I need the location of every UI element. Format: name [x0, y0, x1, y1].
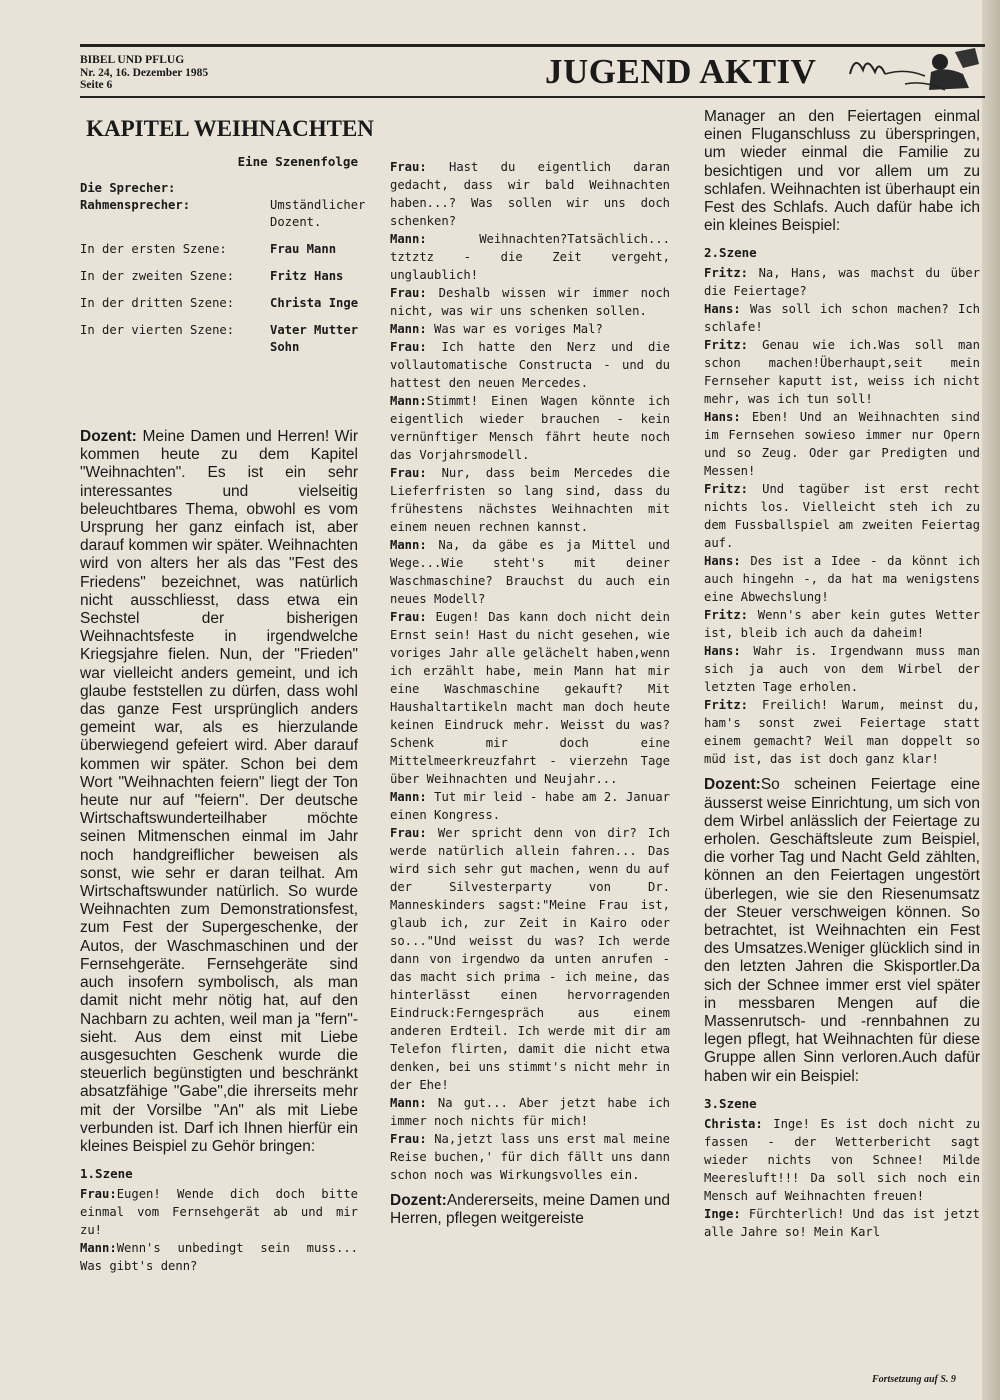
- speaker-label: Hans:: [704, 554, 741, 569]
- cast-value: Frau Mann: [270, 242, 337, 256]
- cast-label: In der ersten Szene:: [80, 242, 227, 256]
- dialog-text: Freilich! Warum, meinst du, ham's sonst zwei Feiertage statt einem gemacht? Weil man doppelt so müd ist, das ist doch ganz klar!: [704, 698, 980, 767]
- intro-paragraph: Manager an den Feiertagen einmal einen Fluganschluss zu überspringen, um wieder einmal die Familie zu besichtigen und vor allem um zu schlafen. Weihnachten ist überhaupt ein Fest des Schlafs. Auch dafür habe ich ein kleines Beispiel:: [704, 108, 980, 235]
- dialog-line: [704, 300, 980, 336]
- dialog-text: Inge! Es ist doch nicht zu fassen - der Wetterbericht sagt wieder nichts von Schnee! Milde Meeresluft!!! Da soll sich noch ein Mensch auf Weihnachten freuen!: [704, 1116, 980, 1203]
- section-illustration-icon: [845, 44, 985, 96]
- dialog-text: Wahr is. Irgendwann muss man sich ja auch von dem Wirbel der letzten Tage erholen.: [704, 644, 980, 695]
- dialog-text: Eben! Und an Weihnachten sind im Fernsehen sowieso immer nur Opern und so Zeug. Oder gar Predigten und Messen!: [704, 410, 980, 479]
- dialog-line: [390, 392, 670, 464]
- speaker-label: Fritz:: [704, 266, 749, 281]
- speaker-label: Frau:: [390, 160, 427, 174]
- dialog-line: [704, 480, 980, 552]
- dialog-text: Wer spricht denn von dir? Ich werde natürlich allein fahren... Das wird sich sehr gut machen, wenn du auf der Silvesterparty von Dr. Manneskinders sagst:"Meine Frau ist, glaub ich, zur Zeit in Kairo oder so..."Und weisst du was? Ich werde dann von irgendwo da unten anrufen - das macht sich prima - ich meine, das hinterlässt einen hervorragenden Eindruck:Ferngespräch aus einem anderen Erdteil. Ich werde mit dir am Telefon flirten, damit die nicht etwa denken, bei uns stimmt's nicht mehr in der Ehe!: [390, 826, 670, 1092]
- dialog-text: Und tagüber ist erst recht nichts los. Vielleicht steh ich zu dem Fussballspiel am zweiten Feiertag auf.: [704, 482, 980, 551]
- speaker-label: Fritz:: [704, 608, 749, 623]
- paragraph-text: Meine Damen und Herren! Wir kommen heute zu dem Kapitel "Weihnachten". Es ist ein sehr interessantes und vielseitig beleuchtbares Thema, obwohl es vom Ursprung her ganz einfach ist, aber darauf kommen wir später. Weihnachten wird von alters her als das "Fest des Friedens" bezeichnet, was natürlich nicht ausschliesst, dass etwa ein Sechstel der bisherigen Weihnachtsfeste in irgendwelche Kriegsjahre fielen. Nun, der "Frieden" war vielleicht anders gemeint, und ich glaube feststellen zu dürfen, dass wohl das ganze Fest ursprünglich anders gemeint war, als es hierzulande überwiegend gefeiert wird. Aber darauf kommen wir später. Schon bei dem Wort "Weihnachten feiern" liegt der Ton heute nur auf "feiern". Der deutsche Wirtschaftswunderteilhaber möchte seinen Mitmenschen einmal im Jahr noch handgreiflicher beweisen als sonst, wie sehr er daran teilhat. Am Wirtschaftswunder natürlich. So wurde Weihnachten zum Demonstrationsfest, zum Fest der Supergeschenke, der Autos, der Waschmaschinen und der Fernsehgeräte. Fernsehgeräte sind auch insofern symbolisch, als man damit nicht mehr nötig hat, auf den Nachbarn zu achten, weil man ja "fern"-sieht. Aus dem einst mit Liebe ausgesuchten Geschenk wurde die steuerlich begünstigten und beschränkt absatzfähige "Gabe",die ihrerseits mehr mit der Vorsilbe "An" als mit Liebe verbunden ist. Darf ich Ihnen hierfür ein kleines Beispiel zu Gehör bringen:: [80, 428, 358, 1155]
- cast-label: In der dritten Szene:: [80, 296, 235, 310]
- cast-label: Rahmensprecher:: [80, 198, 191, 212]
- cast-row: [80, 241, 370, 258]
- speaker-label: Dozent:: [390, 1192, 447, 1209]
- dialog-line: [390, 284, 670, 320]
- speaker-label: Inge:: [704, 1206, 741, 1221]
- dialog-line: [390, 338, 670, 392]
- dialog-text: Was war es voriges Mal?: [426, 322, 603, 336]
- article-title: KAPITEL WEIHNACHTEN: [86, 116, 374, 141]
- dialog-text: Wenn's aber kein gutes Wetter ist, bleib ich auch da daheim!: [704, 608, 980, 641]
- cast-row: [80, 295, 370, 312]
- dialog-line: [704, 408, 980, 480]
- speaker-label: Hans:: [704, 302, 741, 317]
- dialog-line: [80, 1185, 358, 1239]
- column-1: [80, 428, 358, 1275]
- cast-label: In der zweiten Szene:: [80, 269, 235, 283]
- speaker-label: Fritz:: [704, 698, 749, 713]
- scene-heading: 3.Szene: [704, 1095, 757, 1111]
- speaker-label: Frau:: [390, 286, 427, 300]
- dialog-line: [390, 1094, 670, 1130]
- issue-line: Nr. 24, 16. Dezember 1985: [80, 66, 209, 79]
- dialog-line: [704, 642, 980, 696]
- dialog-line: [704, 552, 980, 606]
- dialog-line: [390, 464, 670, 536]
- column-3: [704, 108, 980, 1241]
- dialog-line: [704, 264, 980, 300]
- dialog-line: [80, 1239, 358, 1275]
- speaker-label: Christa:: [704, 1116, 763, 1131]
- cast-row: [80, 268, 370, 285]
- dialog-text: Tut mir leid - habe am 2. Januar einen Kongress.: [390, 790, 670, 822]
- speaker-label: Fritz:: [704, 482, 749, 497]
- cast-value: Umständlicher Dozent.: [270, 198, 366, 229]
- page-number: Seite 6: [80, 79, 113, 91]
- section-title: JUGEND AKTIV: [545, 52, 817, 91]
- dialog-line: [390, 230, 670, 284]
- cast-row: [80, 322, 370, 356]
- dialog-line: [390, 1130, 670, 1184]
- scene-heading: 1.Szene: [80, 1166, 133, 1182]
- speaker-label: Dozent:: [704, 776, 761, 794]
- dialog-line: [704, 696, 980, 768]
- speaker-label: Mann:: [390, 538, 427, 552]
- speaker-label: Mann:: [390, 232, 427, 246]
- dialog-line: [390, 608, 670, 788]
- dialog-text: Fürchterlich! Und das ist jetzt alle Jahre so! Mein Karl: [704, 1206, 980, 1239]
- article-subtitle: Eine Szenenfolge: [237, 154, 358, 169]
- dialog-text: Na, Hans, was machst du über die Feiertage?: [704, 266, 980, 299]
- speaker-label: Mann:: [390, 322, 427, 336]
- speaker-label: Frau:: [390, 1132, 427, 1146]
- scene-heading: 2.Szene: [704, 245, 757, 261]
- cast-value: Fritz Hans: [270, 269, 344, 283]
- speaker-label: Mann:: [390, 790, 427, 804]
- speaker-label: Frau:: [390, 466, 427, 480]
- dialog-line: [704, 606, 980, 642]
- masthead-bottom-rule: [80, 96, 985, 98]
- publication-name: BIBEL UND PFLUG: [80, 54, 185, 66]
- dialog-text: Weihnachten?Tatsächlich... tztztz - die Zeit vergeht, unglaublich!: [390, 232, 670, 282]
- page-edge-shadow: [982, 0, 1000, 1400]
- dialog-text: Deshalb wissen wir immer noch nicht, was wir uns schenken sollen.: [390, 286, 670, 318]
- dialog-text: Wenn's unbedingt sein muss... Was gibt's denn?: [80, 1241, 358, 1274]
- dialog-text: Hast du eigentlich daran gedacht, dass wir bald Weihnachten haben...? Was sollen wir uns doch schenken?: [390, 160, 670, 228]
- dialog-text: Eugen! Wende dich doch bitte einmal vom Fernsehgerät ab und mir zu!: [80, 1187, 358, 1238]
- speaker-label: Frau:: [390, 610, 427, 624]
- dialog-line: [390, 788, 670, 824]
- cast-value: Christa Inge: [270, 296, 359, 310]
- cast-label: In der vierten Szene:: [80, 323, 235, 337]
- dialog-line: [390, 824, 670, 1094]
- dialog-line: [390, 158, 670, 230]
- dialog-line: [390, 320, 670, 338]
- speaker-label: Mann:: [80, 1241, 117, 1256]
- dialog-line: [704, 336, 980, 408]
- dialog-text: Genau wie ich.Was soll man schon machen!Überhaupt,seit mein Fernseher kaputt ist, weiss ich nicht mehr, was ich tun soll!: [704, 338, 980, 407]
- cast-value: Vater Mutter Sohn: [270, 323, 359, 354]
- dialog-text: Na,jetzt lass uns erst mal meine Reise buchen,' für dich fällt uns dann schon noch was Wirkungsvolles ein.: [390, 1132, 670, 1182]
- dialog-text: Was soll ich schon machen? Ich schlafe!: [704, 302, 980, 335]
- dialog-text: Ich hatte den Nerz und die vollautomatische Constructa - und du hattest den neuen Mercedes.: [390, 340, 670, 390]
- paragraph-text: So scheinen Feiertage eine äusserst weise Einrichtung, um sich von dem Wirbel anlässlich der Feiertage zu erholen. Geschäftsleute zum Beispiel, die vorher Tag und Nacht Geld zählten, können an den Feiertagen ungestört überlegen, wie sie den Riesenumsatz der Steuer verschweigen können. So betrachtet, ist Weihnachten ein Fest des Umsatzes.Weniger glücklich sind in den letzten Jahren die Skisportler.Da sich der Schnee immer erst viel später in messbaren Mengen auf die Massenrutsch- und -rennbahnen zu legen pflegt, hat Weihnachten für diese Gruppe allen Sinn verloren.Auch dafür haben wir ein Beispiel:: [704, 776, 980, 1085]
- paragraph-text: Andererseits, meine Damen und Herren, pflegen weitgereiste: [390, 1192, 670, 1228]
- dialog-line: [390, 536, 670, 608]
- dialog-text: Nur, dass beim Mercedes die Lieferfristen so lang sind, dass du frühestens nächstes Weihnachten mit einem neuen rechnen kannst.: [390, 466, 670, 534]
- dialog-text: Na, da gäbe es ja Mittel und Wege...Wie steht's mit deiner Waschmaschine? Brauchst du auch ein neues Modell?: [390, 538, 670, 606]
- dialog-line: [704, 1205, 980, 1241]
- dialog-text: Eugen! Das kann doch nicht dein Ernst sein! Hast du nicht gesehen, wie voriges Jahr alle gelächelt haben,wenn ich erzählt habe, mein Mann hat mir eine Waschmaschine gekauft? Mit Haushaltartikeln macht man doch heute keinen Eindruck mehr. Weisst du was? Schenk mir doch eine Mittelmeerkreuzfahrt - vierzehn Tage über Weihnachten und Neujahr...: [390, 610, 670, 786]
- speaker-label: Frau:: [390, 826, 427, 840]
- dialog-text: Na gut... Aber jetzt habe ich immer noch nichts für mich!: [390, 1096, 670, 1128]
- column-2: [390, 158, 670, 1228]
- dialog-text: Des ist a Idee - da könnt ich auch hingehn -, da hat ma wenigstens eine Abwechslung!: [704, 554, 980, 605]
- dozent-paragraph: [80, 428, 358, 1156]
- speaker-label: Hans:: [704, 410, 741, 425]
- speaker-label: Hans:: [704, 644, 741, 659]
- speaker-label: Frau:: [390, 340, 427, 354]
- speaker-label: Fritz:: [704, 338, 749, 353]
- cast-row: [80, 197, 370, 231]
- speaker-label: Frau:: [80, 1187, 117, 1202]
- masthead-info: [80, 54, 208, 92]
- dozent-paragraph: [390, 1192, 670, 1228]
- dozent-paragraph: [704, 776, 980, 1085]
- dialog-line: [704, 1115, 980, 1205]
- speaker-label: Dozent:: [80, 428, 137, 445]
- cast-heading: Die Sprecher:: [80, 181, 176, 195]
- continued-note: Fortsetzung auf S. 9: [872, 1374, 956, 1385]
- speaker-label: Mann:: [390, 1096, 427, 1110]
- dialog-text: Stimmt! Einen Wagen könnte ich eigentlich wieder brauchen - kein vernünftiger Mensch fährt heute noch das Vorjahrsmodell.: [390, 394, 670, 462]
- speaker-label: Mann:: [390, 394, 427, 408]
- cast-list: [80, 180, 370, 356]
